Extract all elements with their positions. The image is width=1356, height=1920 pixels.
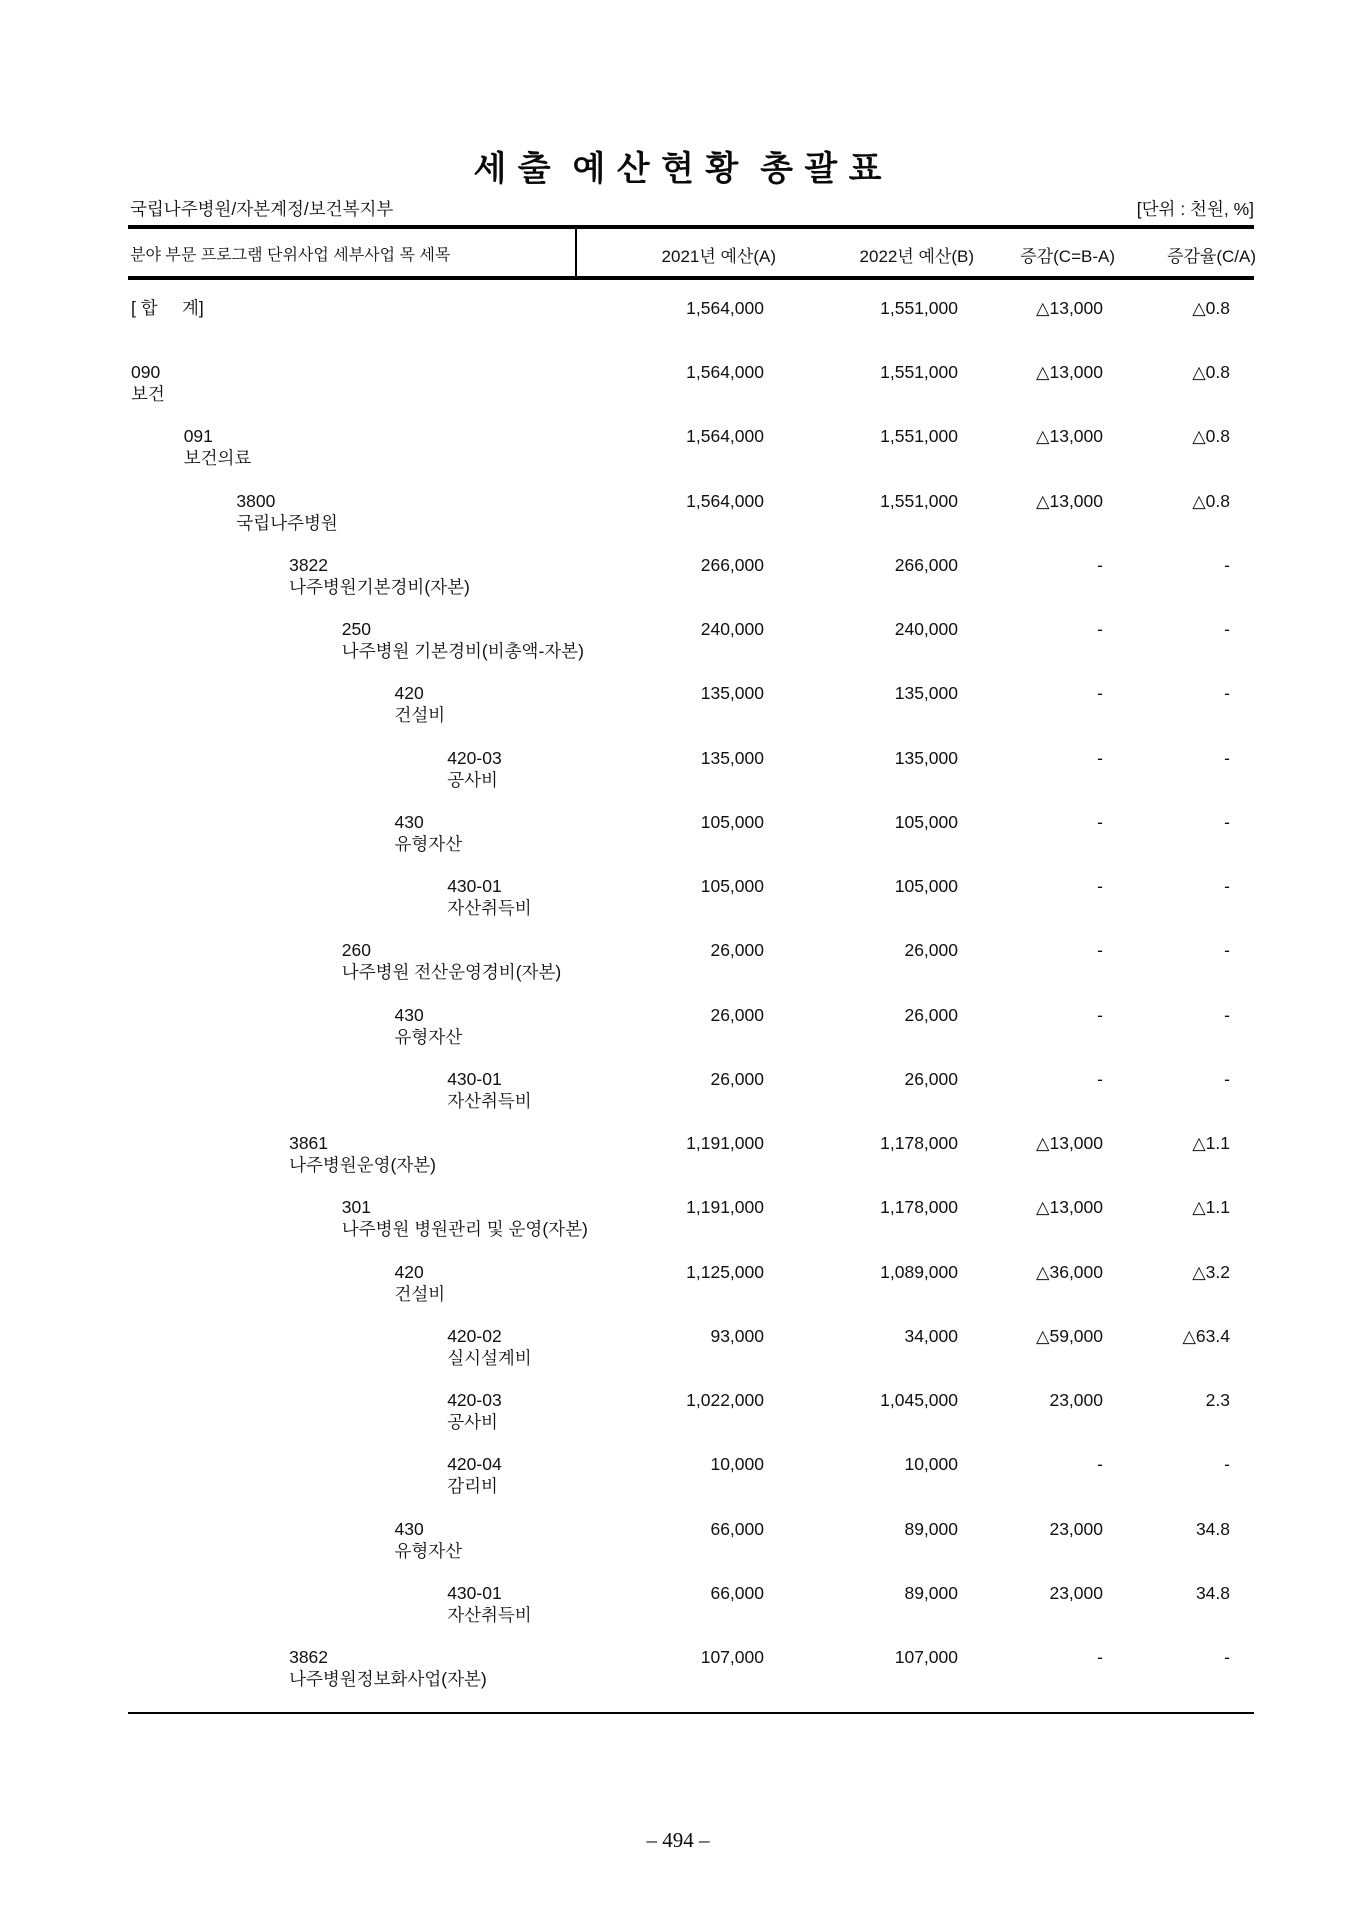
row-name: 건설비 <box>394 1283 446 1304</box>
row-name: 나주병원운영(자본) <box>289 1155 436 1176</box>
table-row <box>0 1069 1356 1115</box>
row-change-rate-value: △3.2 <box>1192 1261 1230 1282</box>
column-header-item: 분야 부문 프로그램 단위사업 세부사업 목 세목 <box>130 247 451 264</box>
table-row <box>0 298 1356 344</box>
row-item-cell <box>342 940 561 983</box>
row-budget-2021-value: 10,000 <box>710 1454 764 1475</box>
row-budget-2022-value: 26,000 <box>904 940 958 961</box>
row-budget-2022-value: 1,089,000 <box>880 1261 958 1282</box>
row-item-cell <box>395 683 446 726</box>
row-budget-2022-value: 105,000 <box>894 811 958 832</box>
row-change-value: △13,000 <box>1036 298 1103 318</box>
row-name: 나주병원기본경비(자본) <box>289 576 470 597</box>
row-item-cell <box>289 1647 487 1690</box>
row-item-cell <box>395 812 463 855</box>
row-code: 420-03 <box>447 1390 502 1411</box>
row-item-cell <box>447 748 502 791</box>
row-budget-2021-value: 66,000 <box>710 1518 764 1539</box>
row-budget-2022-value: 1,551,000 <box>880 426 958 447</box>
row-change-value: 23,000 <box>1049 1518 1103 1539</box>
row-code: 420-03 <box>447 747 502 768</box>
report-scope-label: 국립나주병원/자본계정/보건복지부 <box>130 199 394 219</box>
row-code: 430 <box>394 1004 424 1025</box>
row-code: 430-01 <box>447 876 502 897</box>
row-budget-2021-value: 1,564,000 <box>686 426 764 447</box>
row-change-value: - <box>1097 747 1103 768</box>
row-budget-2021-value: 266,000 <box>700 554 764 575</box>
row-code: 3822 <box>289 554 329 575</box>
row-change-value: △13,000 <box>1036 1197 1103 1218</box>
row-budget-2022-value: 26,000 <box>904 1004 958 1025</box>
row-budget-2022-value: 240,000 <box>894 619 958 640</box>
row-change-rate-value: - <box>1224 747 1230 768</box>
row-budget-2021-value: 1,564,000 <box>686 362 764 383</box>
row-change-value: △59,000 <box>1036 1325 1103 1346</box>
row-change-rate-value: △0.8 <box>1192 490 1230 511</box>
column-header-change-rate: 증감율(C/A) <box>1167 247 1256 266</box>
row-budget-2021-value: 66,000 <box>710 1582 764 1603</box>
row-name: 유형자산 <box>394 1026 463 1047</box>
row-budget-2022-value: 10,000 <box>904 1454 958 1475</box>
row-item-cell <box>236 491 337 534</box>
row-change-value: △13,000 <box>1036 426 1103 447</box>
row-code: 420 <box>394 1261 424 1282</box>
row-name: 나주병원 병원관리 및 운영(자본) <box>341 1219 588 1240</box>
row-change-value: 23,000 <box>1049 1390 1103 1411</box>
row-change-rate-value: - <box>1224 554 1230 575</box>
row-item-cell <box>395 1005 463 1048</box>
row-item-cell <box>447 876 532 919</box>
row-item-cell <box>289 1133 436 1176</box>
row-budget-2022-value: 26,000 <box>904 1068 958 1089</box>
row-change-rate-value: - <box>1224 876 1230 897</box>
row-item-cell <box>395 1519 463 1562</box>
row-change-rate-value: - <box>1224 940 1230 961</box>
row-name: 자산취득비 <box>447 898 532 919</box>
row-code: 420-02 <box>447 1325 502 1346</box>
table-row <box>0 683 1356 729</box>
table-row <box>0 426 1356 472</box>
row-change-rate-value: 34.8 <box>1195 1582 1230 1603</box>
row-name: 국립나주병원 <box>236 512 338 533</box>
table-row <box>0 619 1356 665</box>
row-change-value: - <box>1097 1647 1103 1668</box>
row-change-value: △13,000 <box>1036 490 1103 511</box>
row-change-value: - <box>1097 876 1103 897</box>
row-budget-2022-value: 1,551,000 <box>880 362 958 383</box>
row-change-rate-value: - <box>1224 619 1230 640</box>
row-change-rate-value: - <box>1224 1004 1230 1025</box>
row-change-rate-value: - <box>1224 811 1230 832</box>
row-change-rate-value: △1.1 <box>1192 1133 1230 1154</box>
row-budget-2022-value: 1,551,000 <box>880 490 958 511</box>
table-row <box>0 1197 1356 1243</box>
row-code: 420-04 <box>447 1454 502 1475</box>
column-header-budget-2021: 2021년 예산(A) <box>661 247 776 266</box>
row-name: 공사비 <box>447 769 498 790</box>
table-row <box>0 491 1356 537</box>
page-number: – 494 – <box>646 1828 710 1852</box>
row-change-value: - <box>1097 940 1103 961</box>
row-change-value: - <box>1097 554 1103 575</box>
table-row <box>0 1326 1356 1372</box>
row-name: 나주병원 전산운영경비(자본) <box>341 962 562 983</box>
column-header-change: 증감(C=B-A) <box>1020 247 1115 266</box>
row-name: 보건의료 <box>183 448 252 469</box>
row-code: 3800 <box>236 490 276 511</box>
row-budget-2022-value: 89,000 <box>904 1518 958 1539</box>
row-change-rate-value: 34.8 <box>1195 1518 1230 1539</box>
row-budget-2021-value: 93,000 <box>710 1325 764 1346</box>
row-item-cell <box>447 1390 502 1433</box>
row-change-rate-value: △0.8 <box>1192 298 1230 318</box>
row-item-cell <box>447 1583 532 1626</box>
table-row <box>0 1454 1356 1500</box>
table-row <box>0 1133 1356 1179</box>
row-name: 건설비 <box>394 705 446 726</box>
row-code: 301 <box>341 1197 371 1218</box>
row-code: 091 <box>183 426 213 447</box>
row-budget-2022-value: 135,000 <box>894 747 958 768</box>
table-row <box>0 1647 1356 1693</box>
row-budget-2021-value: 1,564,000 <box>686 298 764 318</box>
row-change-value: - <box>1097 1068 1103 1089</box>
table-row <box>0 1005 1356 1051</box>
row-change-value: 23,000 <box>1049 1582 1103 1603</box>
unit-label: [단위 : 천원, %] <box>1136 199 1254 219</box>
row-budget-2021-value: 1,125,000 <box>686 1261 764 1282</box>
row-change-value: - <box>1097 811 1103 832</box>
row-budget-2021-value: 135,000 <box>700 747 764 768</box>
row-name: 자산취득비 <box>447 1604 532 1625</box>
row-budget-2022-value: 105,000 <box>894 876 958 897</box>
row-code: 260 <box>341 940 371 961</box>
row-name: 공사비 <box>447 1412 498 1433</box>
row-code: 090 <box>131 362 161 383</box>
row-change-rate-value: - <box>1224 683 1230 704</box>
row-budget-2022-value: 1,178,000 <box>880 1197 958 1218</box>
row-change-value: △36,000 <box>1036 1261 1103 1282</box>
row-code: 3861 <box>289 1133 329 1154</box>
row-change-value: △13,000 <box>1036 362 1103 383</box>
column-header-budget-2022: 2022년 예산(B) <box>859 247 974 266</box>
row-budget-2022-value: 135,000 <box>894 683 958 704</box>
row-code: 430-01 <box>447 1582 502 1603</box>
row-code: 430 <box>394 811 424 832</box>
table-row <box>0 876 1356 922</box>
row-name: 나주병원정보화사업(자본) <box>289 1669 487 1690</box>
row-change-rate-value: 2.3 <box>1205 1390 1230 1411</box>
row-code: 250 <box>341 619 371 640</box>
row-name: 보건 <box>131 384 165 405</box>
row-change-rate-value: - <box>1224 1647 1230 1668</box>
row-item-cell <box>447 1069 532 1112</box>
row-change-value: - <box>1097 619 1103 640</box>
row-item-cell <box>131 298 204 320</box>
row-change-value: - <box>1097 683 1103 704</box>
row-name: 유형자산 <box>394 1540 463 1561</box>
row-budget-2021-value: 105,000 <box>700 876 764 897</box>
table-row <box>0 812 1356 858</box>
row-budget-2021-value: 135,000 <box>700 683 764 704</box>
row-code: 420 <box>394 683 424 704</box>
row-change-value: - <box>1097 1454 1103 1475</box>
row-budget-2022-value: 1,045,000 <box>880 1390 958 1411</box>
table-row <box>0 940 1356 986</box>
row-change-rate-value: △0.8 <box>1192 426 1230 447</box>
table-row <box>0 1262 1356 1308</box>
row-budget-2021-value: 1,564,000 <box>686 490 764 511</box>
row-budget-2021-value: 1,191,000 <box>686 1197 764 1218</box>
row-code: [ 합 계] <box>131 298 204 318</box>
table-row <box>0 748 1356 794</box>
row-budget-2022-value: 34,000 <box>904 1325 958 1346</box>
row-item-cell <box>395 1262 446 1305</box>
row-code: 430 <box>394 1518 424 1539</box>
table-row <box>0 1519 1356 1565</box>
row-budget-2022-value: 266,000 <box>894 554 958 575</box>
table-row <box>0 362 1356 408</box>
page-title: 세 출 예 산 현 황 총 괄 표 <box>473 150 883 188</box>
row-item-cell <box>184 426 252 469</box>
table-bottom-rule <box>128 1712 1254 1714</box>
row-budget-2021-value: 107,000 <box>700 1647 764 1668</box>
row-budget-2022-value: 89,000 <box>904 1582 958 1603</box>
row-budget-2021-value: 26,000 <box>710 1068 764 1089</box>
row-budget-2021-value: 240,000 <box>700 619 764 640</box>
row-change-rate-value: △1.1 <box>1192 1197 1230 1218</box>
row-name: 자산취득비 <box>447 1090 532 1111</box>
row-change-value: △13,000 <box>1036 1133 1103 1154</box>
row-name: 나주병원 기본경비(비총액-자본) <box>341 641 584 662</box>
row-budget-2022-value: 107,000 <box>894 1647 958 1668</box>
row-budget-2021-value: 105,000 <box>700 811 764 832</box>
row-name: 실시설계비 <box>447 1347 532 1368</box>
row-budget-2021-value: 1,022,000 <box>686 1390 764 1411</box>
row-change-rate-value: △0.8 <box>1192 362 1230 383</box>
row-change-rate-value: - <box>1224 1454 1230 1475</box>
table-row <box>0 1390 1356 1436</box>
table-row <box>0 555 1356 601</box>
row-name: 유형자산 <box>394 833 463 854</box>
row-budget-2021-value: 1,191,000 <box>686 1133 764 1154</box>
row-item-cell <box>342 1197 588 1240</box>
row-code: 430-01 <box>447 1068 502 1089</box>
row-budget-2021-value: 26,000 <box>710 1004 764 1025</box>
row-budget-2022-value: 1,551,000 <box>880 298 958 318</box>
row-name: 감리비 <box>447 1476 498 1497</box>
row-item-cell <box>447 1454 502 1497</box>
table-row <box>0 1583 1356 1629</box>
row-change-rate-value: △63.4 <box>1182 1325 1230 1346</box>
row-change-value: - <box>1097 1004 1103 1025</box>
row-change-rate-value: - <box>1224 1068 1230 1089</box>
row-item-cell <box>447 1326 532 1369</box>
row-item-cell <box>342 619 584 662</box>
row-item-cell <box>289 555 470 598</box>
row-item-cell <box>131 362 165 405</box>
row-code: 3862 <box>289 1647 329 1668</box>
row-budget-2021-value: 26,000 <box>710 940 764 961</box>
row-budget-2022-value: 1,178,000 <box>880 1133 958 1154</box>
